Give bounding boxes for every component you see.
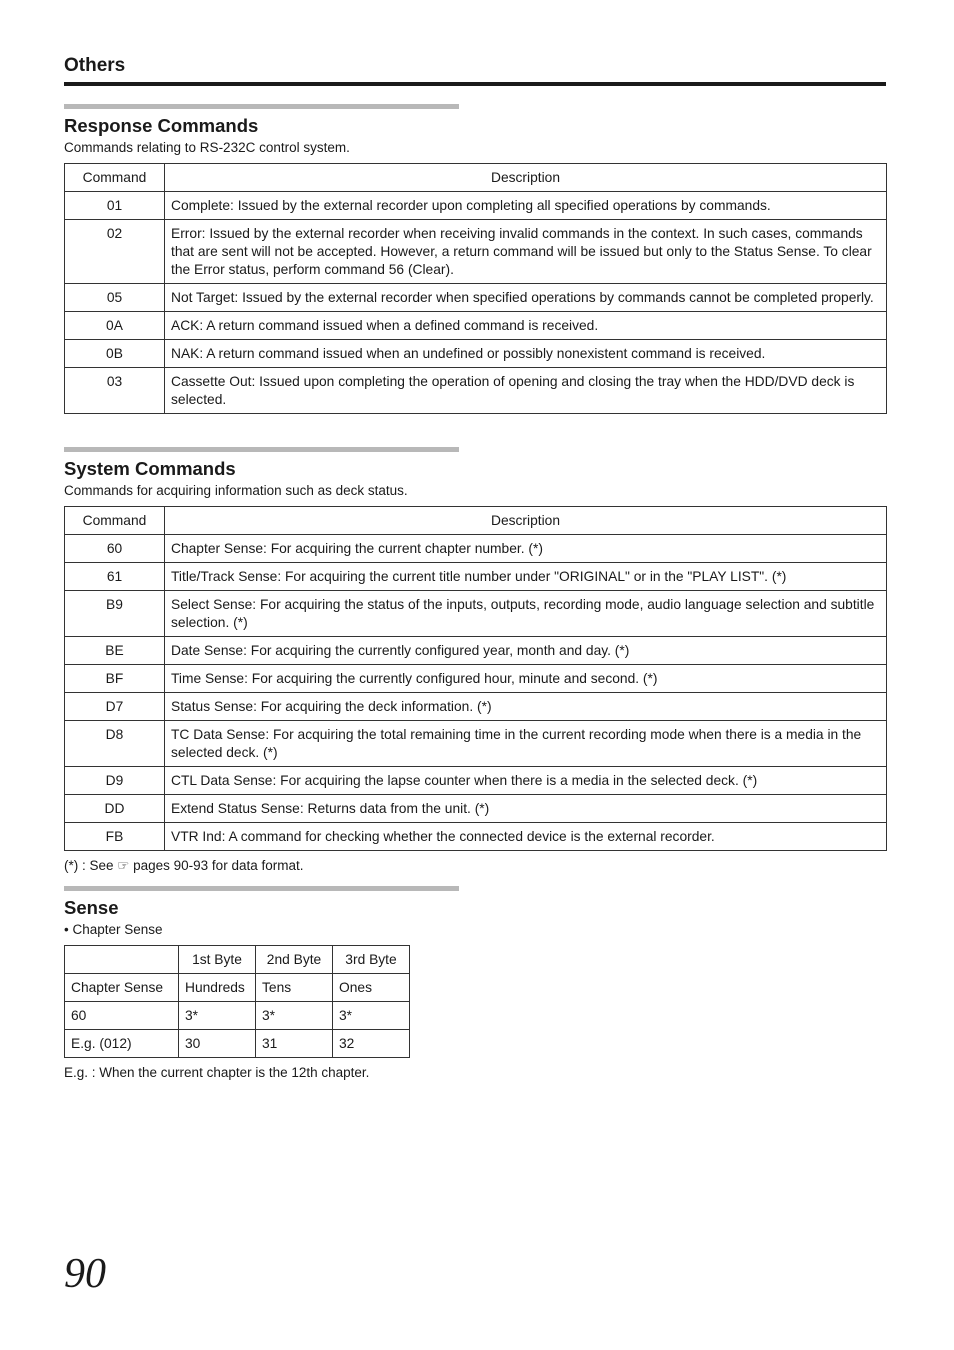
example-note: E.g. : When the current chapter is the 12th chapter. xyxy=(64,1065,370,1080)
section-title: System Commands xyxy=(64,458,236,479)
column-header-description: Description xyxy=(165,507,887,535)
command-description: Not Target: Issued by the external recorder when specified operations by commands cannot be completed properly. xyxy=(165,284,887,312)
column-header-command: Command xyxy=(65,507,165,535)
response-commands-table xyxy=(64,163,887,414)
command-code: B9 xyxy=(65,591,165,637)
section-title: Response Commands xyxy=(64,115,259,136)
sense-section xyxy=(64,886,886,1082)
command-description: Status Sense: For acquiring the deck information. (*) xyxy=(165,693,887,721)
column-header-description: Description xyxy=(165,164,887,192)
column-header-2nd-byte: 2nd Byte xyxy=(256,946,333,974)
command-code: 01 xyxy=(65,192,165,220)
section-bar xyxy=(64,886,459,891)
page-section-title: Others xyxy=(64,55,126,76)
bullet-item-chapter-sense: • Chapter Sense xyxy=(64,922,163,937)
system-commands-section xyxy=(64,447,886,875)
command-description: Extend Status Sense: Returns data from the unit. (*) xyxy=(165,795,887,823)
table-header-row xyxy=(65,507,887,535)
section-subtitle: Commands relating to RS-232C control system. xyxy=(64,140,350,155)
command-description: Cassette Out: Issued upon completing the operation of opening and closing the tray when the HDD/DVD deck is selected. xyxy=(165,368,887,414)
table-cell: 31 xyxy=(256,1030,333,1058)
table-cell: 3* xyxy=(333,1002,410,1030)
table-row xyxy=(65,1002,410,1030)
command-description: Date Sense: For acquiring the currently configured year, month and day. (*) xyxy=(165,637,887,665)
section-bar xyxy=(64,104,459,109)
column-header-1st-byte: 1st Byte xyxy=(179,946,256,974)
command-code: 03 xyxy=(65,368,165,414)
column-header-3rd-byte: 3rd Byte xyxy=(333,946,410,974)
command-code: 0B xyxy=(65,340,165,368)
command-code: D9 xyxy=(65,767,165,795)
table-cell: 3* xyxy=(179,1002,256,1030)
command-description: ACK: A return command issued when a defined command is received. xyxy=(165,312,887,340)
table-row xyxy=(65,721,887,767)
response-commands-section xyxy=(64,104,886,414)
table-row xyxy=(65,312,887,340)
table-cell: E.g. (012) xyxy=(65,1030,179,1058)
table-row xyxy=(65,192,887,220)
table-row xyxy=(65,637,887,665)
command-description: TC Data Sense: For acquiring the total remaining time in the current recording mode when there is a media in the selected deck. (*) xyxy=(165,721,887,767)
command-code: BE xyxy=(65,637,165,665)
command-code: 60 xyxy=(65,535,165,563)
command-description: Complete: Issued by the external recorder upon completing all specified operations by commands. xyxy=(165,192,887,220)
table-cell: Tens xyxy=(256,974,333,1002)
table-row xyxy=(65,563,887,591)
command-description: VTR Ind: A command for checking whether the connected device is the external recorder. xyxy=(165,823,887,851)
chapter-sense-table xyxy=(64,945,410,1058)
table-row xyxy=(65,220,887,284)
table-cell: 30 xyxy=(179,1030,256,1058)
command-code: D7 xyxy=(65,693,165,721)
section-subtitle: Commands for acquiring information such as deck status. xyxy=(64,483,408,498)
command-code: FB xyxy=(65,823,165,851)
table-row xyxy=(65,974,410,1002)
command-code: 0A xyxy=(65,312,165,340)
command-code: BF xyxy=(65,665,165,693)
command-code: DD xyxy=(65,795,165,823)
command-description: Time Sense: For acquiring the currently configured hour, minute and second. (*) xyxy=(165,665,887,693)
command-description: Error: Issued by the external recorder when receiving invalid commands in the context. In such cases, commands that are sent will not be accepted. However, a return command will be issued but only to the Status Sense. To clear the Error status, perform command 56 (Clear). xyxy=(165,220,887,284)
command-description: Title/Track Sense: For acquiring the current title number under "ORIGINAL" or in the "PLAY LIST". (*) xyxy=(165,563,887,591)
section-bar xyxy=(64,447,459,452)
table-row xyxy=(65,665,887,693)
command-code: 02 xyxy=(65,220,165,284)
table-row xyxy=(65,767,887,795)
table-cell: Hundreds xyxy=(179,974,256,1002)
table-row xyxy=(65,693,887,721)
page-number: 90 xyxy=(64,1251,106,1297)
footnote: (*) : See ☞ pages 90-93 for data format. xyxy=(64,858,304,873)
command-code: 61 xyxy=(65,563,165,591)
table-cell: Ones xyxy=(333,974,410,1002)
system-commands-table xyxy=(64,506,887,851)
table-cell: 3* xyxy=(256,1002,333,1030)
command-code: 05 xyxy=(65,284,165,312)
table-row xyxy=(65,795,887,823)
command-description: NAK: A return command issued when an undefined or possibly nonexistent command is received. xyxy=(165,340,887,368)
table-row xyxy=(65,340,887,368)
table-header-row xyxy=(65,164,887,192)
command-code: D8 xyxy=(65,721,165,767)
column-header-command: Command xyxy=(65,164,165,192)
section-title: Sense xyxy=(64,897,119,918)
table-cell: Chapter Sense xyxy=(65,974,179,1002)
table-row xyxy=(65,535,887,563)
table-cell xyxy=(65,946,179,974)
command-description: Select Sense: For acquiring the status of the inputs, outputs, recording mode, audio language selection and subtitle selection. (*) xyxy=(165,591,887,637)
table-header-row xyxy=(65,946,410,974)
header-divider xyxy=(64,82,886,86)
command-description: CTL Data Sense: For acquiring the lapse counter when there is a media in the selected deck. (*) xyxy=(165,767,887,795)
command-description: Chapter Sense: For acquiring the current chapter number. (*) xyxy=(165,535,887,563)
table-row xyxy=(65,591,887,637)
table-row xyxy=(65,368,887,414)
table-row xyxy=(65,823,887,851)
table-row xyxy=(65,284,887,312)
table-row xyxy=(65,1030,410,1058)
table-cell: 60 xyxy=(65,1002,179,1030)
table-cell: 32 xyxy=(333,1030,410,1058)
